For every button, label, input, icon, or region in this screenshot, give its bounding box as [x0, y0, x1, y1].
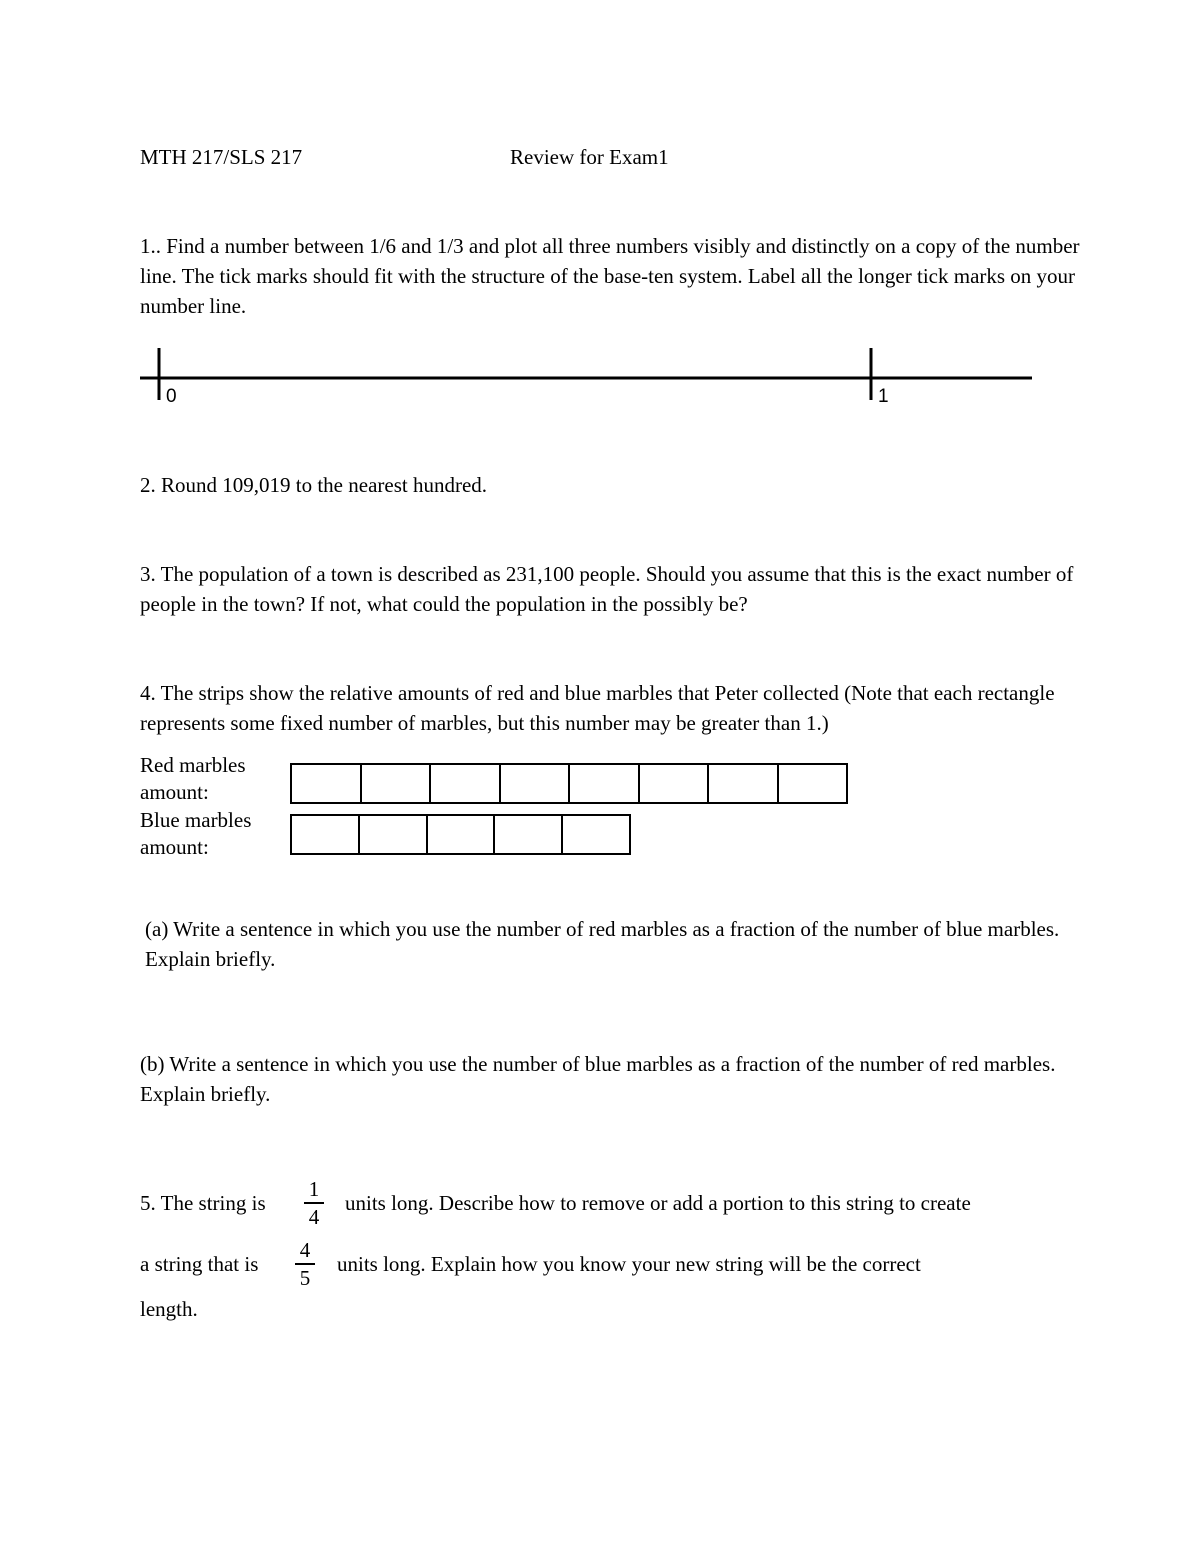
question-4a-text: (a) Write a sentence in which you use the number of red marbles as a fraction of the number of blue marbles. Explain briefly. — [145, 917, 1060, 971]
question-1-text: 1.. Find a number between 1/6 and 1/3 and plot all three numbers visibly and distinctly on a copy of the number line. The tick marks should fit with the structure of the base-ten system. Label all the longer tick marks on your number line. — [140, 234, 1080, 318]
number-line — [130, 340, 1040, 410]
question-4b-text: (b) Write a sentence in which you use the number of blue marbles as a fraction of the number of red marbles. Explain briefly. — [140, 1052, 1056, 1106]
blue-marbles-label: Blue marbles amount: — [140, 808, 252, 859]
red-strip-cell — [501, 765, 571, 802]
red-strip-cell — [709, 765, 779, 802]
red-marbles-strip — [290, 763, 848, 804]
blue-strip-cell — [428, 816, 496, 853]
fraction-one-quarter — [299, 1176, 329, 1230]
red-strip-cell — [640, 765, 710, 802]
question-2-text: 2. Round 109,019 to the nearest hundred. — [140, 473, 488, 497]
question-5-line-1 — [140, 1188, 266, 1218]
blue-marbles-strip — [290, 814, 631, 855]
q5-line3: length. — [140, 1297, 198, 1321]
fraction-2-numerator: 4 — [299, 1238, 311, 1262]
red-strip-cell — [292, 765, 362, 802]
q5-line1-post: units long. Describe how to remove or add a portion to this string to create — [345, 1191, 971, 1215]
q5-line2-post: units long. Explain how you know your new string will be the correct — [337, 1252, 921, 1276]
fraction-four-fifths — [290, 1237, 320, 1291]
question-4-text: 4. The strips show the relative amounts of red and blue marbles that Peter collected (Note that each rectangle represents some fixed number of marbles, but this number may be greater than 1.) — [140, 681, 1055, 735]
fraction-2-denominator: 5 — [299, 1266, 311, 1290]
question-3-text: 3. The population of a town is described as 231,100 people. Should you assume that this is the exact number of people in the town? If not, what could the population in the possibly be? — [140, 562, 1074, 616]
red-marbles-label: Red marbles amount: — [140, 753, 246, 804]
blue-strip-cell — [563, 816, 629, 853]
label-one: 1 — [878, 386, 889, 407]
q5-line2-pre: a string that is — [140, 1252, 259, 1276]
q5-line1-pre: 5. The string is — [140, 1191, 266, 1215]
red-strip-cell — [779, 765, 847, 802]
blue-strip-cell — [292, 816, 360, 853]
label-zero: 0 — [166, 386, 177, 407]
red-strip-cell — [362, 765, 432, 802]
red-strip-cell — [570, 765, 640, 802]
fraction-1-denominator: 4 — [308, 1205, 320, 1229]
fraction-1-numerator: 1 — [308, 1177, 320, 1201]
course-code: MTH 217/SLS 217 — [140, 145, 303, 169]
page-title: Review for Exam1 — [510, 145, 669, 169]
blue-strip-cell — [360, 816, 428, 853]
blue-strip-cell — [495, 816, 563, 853]
red-strip-cell — [431, 765, 501, 802]
